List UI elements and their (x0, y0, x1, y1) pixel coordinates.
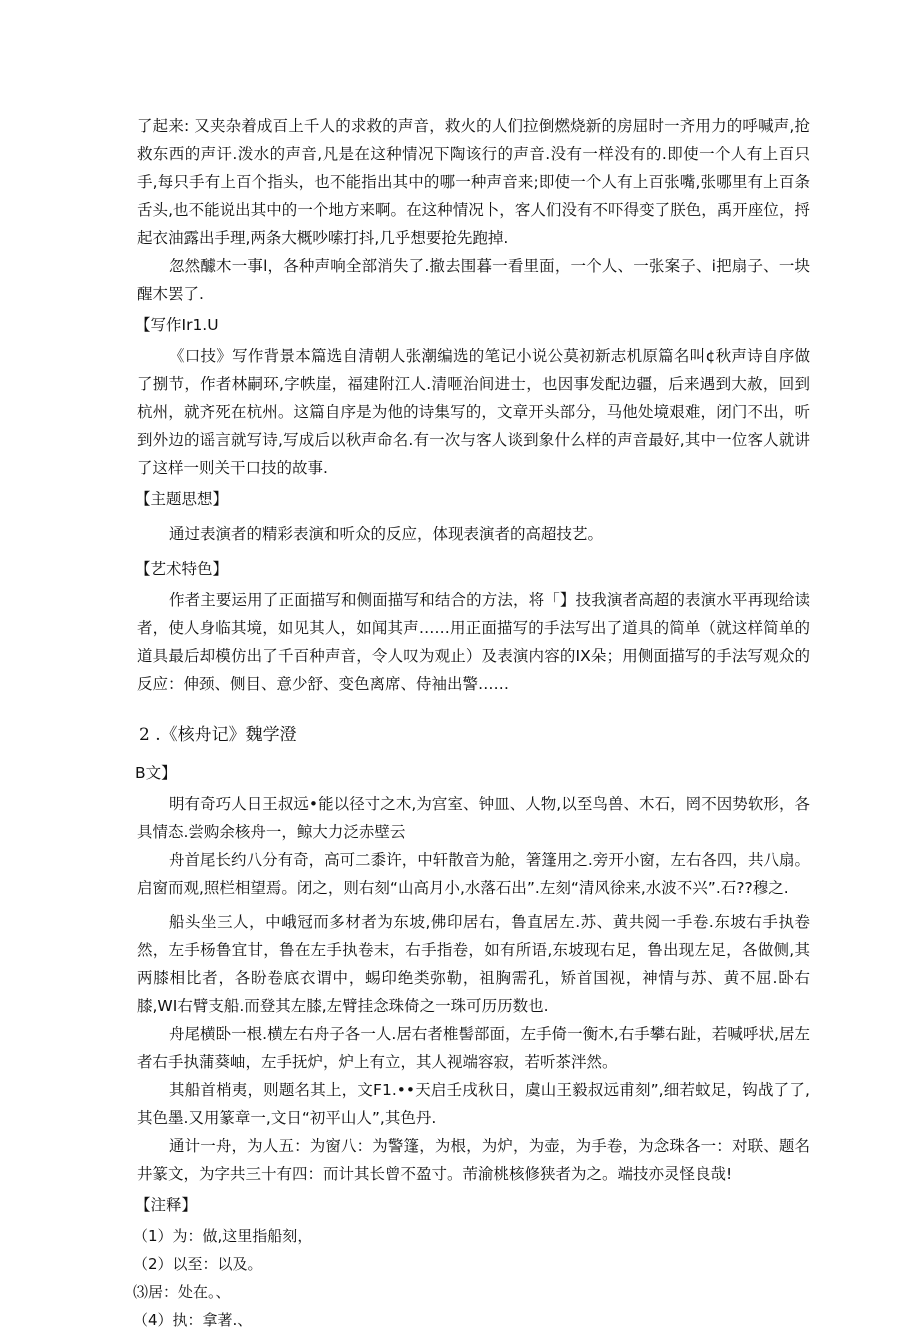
section-heading-text: B文】 (135, 764, 177, 782)
paragraph: 通过表演者的精彩表演和听众的反应，体现表演者的高超技艺。 (169, 525, 604, 543)
paragraph: 明有奇巧人日王叔远•能以径寸之木,为宫室、钟皿、人物,以至鸟兽、木石，罔不因势软形，各具情态.尝购余核舟一，鲸大力泛赤壁云 (137, 795, 810, 841)
section-title: 2 .《核舟记》魏学澄 (139, 725, 297, 745)
note-item: （1）为：做,这里指船刻， (133, 1227, 313, 1245)
note-item: （2）以至：以及。 (133, 1255, 263, 1273)
note-item: （4）执：拿著.、 (133, 1311, 253, 1329)
note-item: ⑶居：处在。、 (133, 1283, 231, 1301)
section-heading-art: 【艺术特色】 (135, 560, 229, 578)
paragraph: 其船首梢夷，则题名其上，文F1.••天启壬戌秋日，虞山王毅叔远甫刻”,细若蚊足，钩战了了,其色墨.又用篆章一,文日“初平山人”,其色丹. (137, 1081, 810, 1127)
paragraph: 了起来: 又夹杂着成百上千人的求救的声音，救火的人们拉倒燃烧新的房屈时一齐用力的呼喊声,抢救东西的声讦.泼水的声音,凡是在这种情况下陶该行的声音.没有一样没有的.即使一个人有上百只手,每只手有上百个指头，也不能指出其中的哪一种声音来;即使一个人有上百张嘴,张哪里有上百条舌头,也不能说出其中的一个地方来啊。在这种情况卜，客人们没有不吓得变了朕色，禹开座位，捋起衣油露出手理,两条大概吵嗦打抖,几乎想要抢先跑掉. (137, 117, 810, 247)
paragraph: 忽然醵木一事l，各种声响全部消失了.撤去围暮一看里面，一个人、一张案子、i把扇子、一块醒木罢了. (137, 257, 810, 303)
section-heading-theme: 【主题思想】 (135, 490, 229, 508)
paragraph: 船头坐三人，中峨冠而多材者为东坡,佛印居右，鲁直居左.苏、黄共阅一手卷.东坡右手执卷然，左手杨鲁宜甘，鲁在左手执卷末，右手指卷，如有所语,东坡现右足，鲁出现左足，各做侧,其两膝相比者，各盼卷底衣谓中，蜴印绝类弥勒，祖胸需孔，矫首国视，神情与苏、黄不屈.卧右膝,WI右臂支船.而登其左膝,左臂挂念珠倚之一珠可历历数也. (137, 913, 810, 1015)
paragraph: 作者主要运用了正面描写和侧面描写和结合的方法，将「】技我演者高超的表演水平再现给读者，使人身临其境，如见其人，如闻其声……用正面描写的手法写出了道具的简单（就这样简单的道具最后却模仿出了千百种声音，令人叹为观止）及表演内容的IX朵；用侧面描写的手法写观众的反应：伸颈、侧目、意少舒、变色离席、侍袖出警…… (137, 591, 810, 693)
paragraph: 舟首尾长约八分有奇，高可二黍许，中轩散音为舱，箸篷用之.旁开小窗，左右各四，共八扇。启窗而观,照栏相望焉。闭之，则右刻“山高月小,水落石出”.左刻“清风徐来,水波不兴”.石??穆之. (137, 851, 810, 897)
paragraph: 舟尾横卧一根.横左右舟子各一人.居右者椎髻部面，左手倚一衡木,右手攀右趾，若喊呼状,居左者右手执蒲葵岫，左手抚炉，炉上有立，其人视端容寂，若听茶泮然。 (137, 1025, 810, 1071)
section-heading-writing-background: 【写作Ir1.U (135, 316, 219, 334)
paragraph: 《口技》写作背景本篇选自清朝人张潮编选的笔记小说公莫初新志机原篇名叫¢秋声诗自序做了捌节，作者林嗣环,字帙崖，福建附江人.清咂治间进士，也因事发配边疆，后来遇到大赦，回到杭州，就齐死在杭州。这篇自序是为他的诗集写的，文章开头部分，马他处境艰难，闭门不出，听到外边的谣言就写诗,写成后以秋声命名.有一次与客人谈到象什么样的声音最好,其中一位客人就讲了这样一则关干口技的故事. (137, 347, 810, 477)
section-heading-notes: 【注释】 (135, 1196, 198, 1214)
paragraph: 通计一舟，为人五：为窗八：为警篷，为根，为炉，为壶，为手卷，为念珠各一：对联、题名井篆文，为字共三十有四：而计其长曾不盈寸。芾渝桃核修狭者为之。端技亦灵怪良哉! (137, 1137, 810, 1183)
